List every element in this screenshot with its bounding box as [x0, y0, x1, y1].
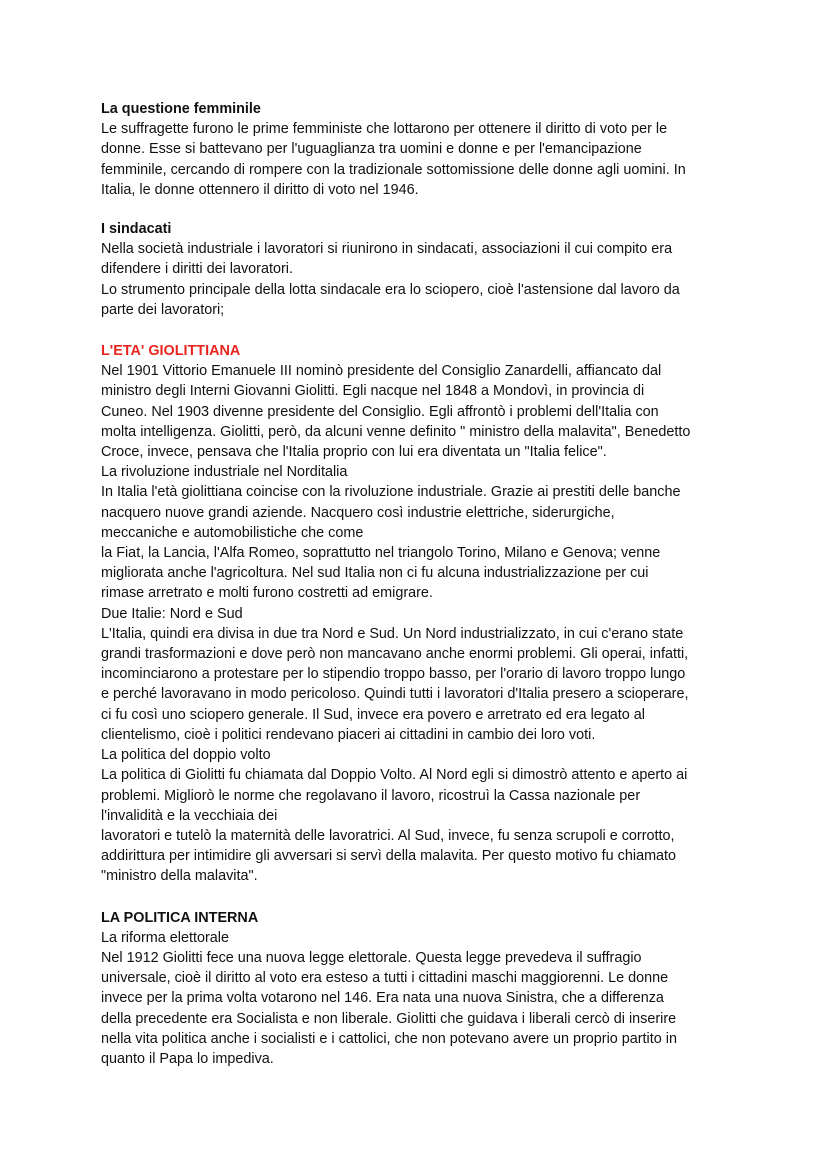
body-line: migliorata anche l'agricoltura. Nel sud Italia non ci fu alcuna industrializzazione per cui: [101, 565, 649, 582]
section-sindacati: [101, 219, 741, 320]
body-line: l'invalidità e la vecchiaia dei: [101, 807, 278, 824]
section-title: LA POLITICA INTERNA: [101, 909, 259, 926]
body-line: L'Italia, quindi era divisa in due tra Nord e Sud. Un Nord industrializzato, in cui c'erano state: [101, 625, 684, 642]
section-spacer: [101, 320, 741, 341]
body-line: femminile, cercando di rompere con la tradizionale sottomissione delle donne agli uomini. In: [101, 161, 686, 178]
body-line: nacquero nuove grandi aziende. Nacquero così industrie elettriche, siderurgiche,: [101, 504, 615, 521]
body-line: Nel 1912 Giolitti fece una nuova legge elettorale. Questa legge prevedeva il suffragio: [101, 949, 642, 966]
body-line: La politica di Giolitti fu chiamata dal Doppio Volto. Al Nord egli si dimostrò attento e aperto ai: [101, 767, 688, 784]
body-line: clientelismo, cioè i politici rendevano piaceri ai cittadini in cambio dei loro voti.: [101, 726, 596, 743]
section-spacer: [101, 200, 741, 219]
body-line: e perché lavoravano in modo pericoloso. Quindi tutti i lavoratori d'Italia presero a scioperare,: [101, 686, 689, 703]
body-line: lavoratori e tutelò la maternità delle lavoratrici. Al Sud, invece, fu senza scrupoli e corrotto,: [101, 827, 675, 844]
body-line: rimase arretrato e molti furono costretti ad emigrare.: [101, 585, 433, 602]
body-line: meccaniche e automobilistiche che come: [101, 524, 364, 541]
subheading-line: Due Italie: Nord e Sud: [101, 605, 243, 622]
body-line: molta intelligenza. Giolitti, però, da alcuni venne definito " ministro della malavita", Benedetto: [101, 423, 691, 440]
body-line: donne. Esse si battevano per l'uguaglianza tra uomini e donne e per l'emancipazione: [101, 141, 642, 158]
body-line: incominciarono a protestare per lo stipendio troppo basso, per l'orario di lavoro troppo lungo: [101, 666, 686, 683]
body-line: addirittura per intimidire gli avversari si servì della malavita. Per questo motivo fu chiamato: [101, 848, 677, 865]
body-line: problemi. Migliorò le norme che regolavano il lavoro, ricostruì la Cassa nazionale per: [101, 787, 641, 804]
body-line: nella vita politica anche i socialisti e i cattolici, che non potevano avere un proprio partito in: [101, 1030, 677, 1047]
body-line: Nel 1901 Vittorio Emanuele III nominò presidente del Consiglio Zanardelli, affiancato dal: [101, 363, 662, 380]
section-title: La questione femminile: [101, 101, 261, 117]
body-line: parte dei lavoratori;: [101, 301, 225, 318]
body-line: Le suffragette furono le prime femministe che lottarono per ottenere il diritto di voto per le: [101, 121, 668, 138]
body-line: grandi trasformazioni e dove però non mancavano anche enormi problemi. Gli operai, infatti,: [101, 646, 689, 663]
body-line: universale, cioè il diritto al voto era esteso a tutti i cittadini maschi maggiorenni. Le donne: [101, 970, 669, 987]
document-page: [101, 99, 741, 1069]
subheading-line: La riforma elettorale: [101, 929, 229, 946]
body-line: ministro degli Interni Giovanni Giolitti. Egli nacque nel 1848 a Mondovì, in provincia di: [101, 383, 645, 400]
body-line: In Italia l'età giolittiana coincise con la rivoluzione industriale. Grazie ai prestiti delle banche: [101, 484, 681, 501]
body-line: invece per la prima volta votarono nel 146. Era nata una nuova Sinistra, che a differenza: [101, 990, 664, 1007]
section-politica-interna: [101, 908, 741, 1070]
section-title-red: L'ETA' GIOLITTIANA: [101, 343, 241, 360]
body-line: ci fu così uno sciopero generale. Il Sud, invece era povero e arretrato ed era legato al: [101, 706, 645, 723]
subheading-line: La politica del doppio volto: [101, 747, 271, 764]
section-eta-giolittiana: [101, 341, 741, 886]
section-spacer: [101, 887, 741, 908]
body-line: "ministro della malavita".: [101, 868, 258, 885]
body-line: Nella società industriale i lavoratori si riunirono in sindacati, associazioni il cui compito era: [101, 241, 673, 258]
body-line: Croce, invece, pensava che l'Italia proprio con lui era diventata un "Italia felice".: [101, 444, 607, 461]
body-line: difendere i diritti dei lavoratori.: [101, 261, 293, 278]
body-line: della precedente era Socialista e non liberale. Giolitti che guidava i liberali cercò di inserire: [101, 1010, 677, 1027]
body-line: Lo strumento principale della lotta sindacale era lo sciopero, cioè l'astensione dal lavoro da: [101, 281, 680, 298]
subheading-line: La rivoluzione industriale nel Norditalia: [101, 464, 348, 481]
body-line: Italia, le donne ottennero il diritto di voto nel 1946.: [101, 181, 419, 198]
body-line: quanto il Papa lo impediva.: [101, 1050, 274, 1067]
body-line: Cuneo. Nel 1903 divenne presidente del Consiglio. Egli affrontò i problemi dell'Italia con: [101, 403, 659, 420]
body-line: la Fiat, la Lancia, l'Alfa Romeo, soprattutto nel triangolo Torino, Milano e Genova; venne: [101, 545, 661, 562]
section-title: I sindacati: [101, 221, 172, 238]
section-questione-femminile: [101, 99, 741, 200]
